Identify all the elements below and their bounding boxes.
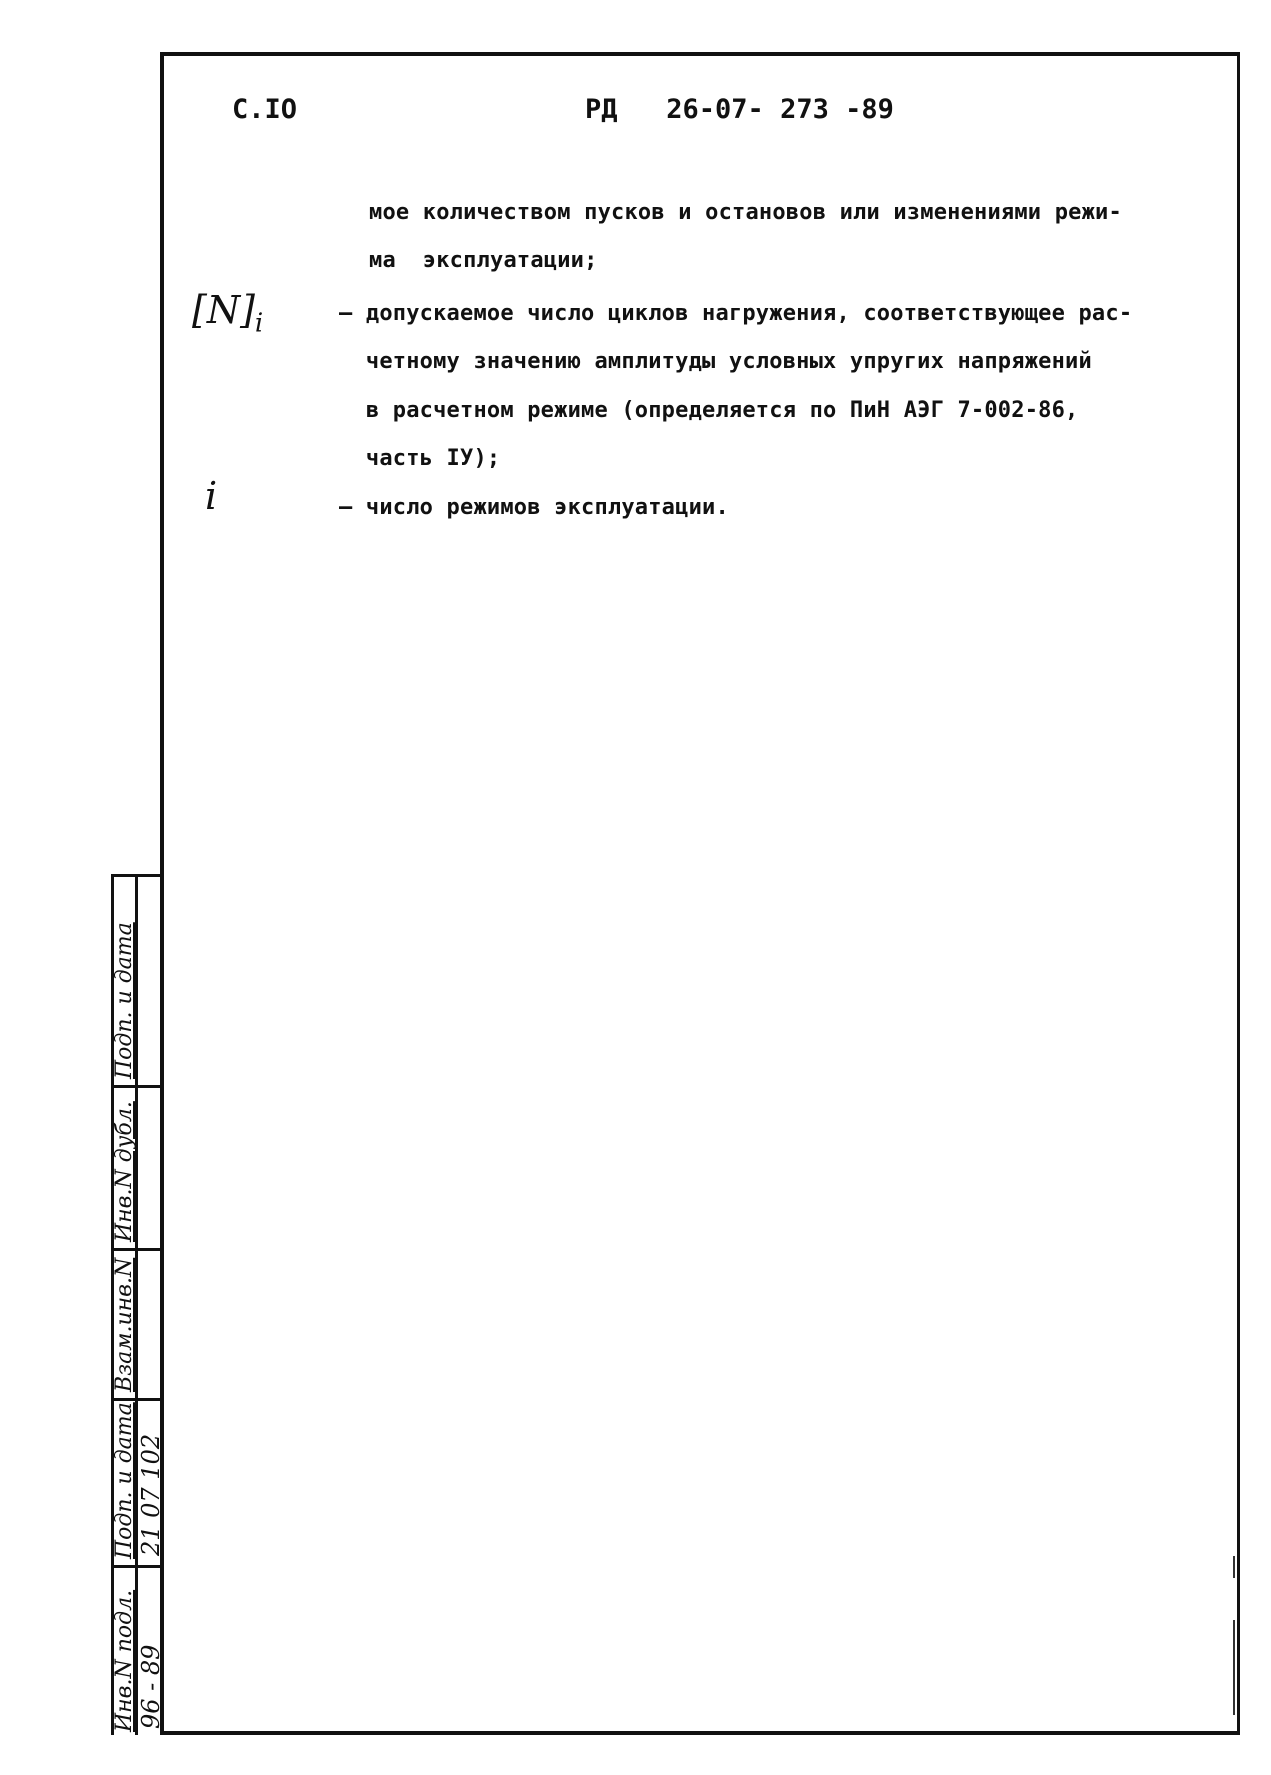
- definition-line: четному значению амплитуды условных упругих напряжений: [339, 349, 1092, 374]
- document-code: РД 26-07- 273 -89: [585, 94, 894, 125]
- definition-line: – допускаемое число циклов нагружения, соответствующее рас-: [339, 301, 1133, 326]
- stamp-cell-sign-date-original: Подп. и дата: [112, 1402, 137, 1559]
- margin-mark: [1233, 1620, 1235, 1715]
- margin-mark: [1233, 1556, 1235, 1578]
- text-line: ма эксплуатации;: [369, 248, 598, 273]
- handwritten-inventory-number: 96 - 89: [137, 1644, 165, 1729]
- symbol-i: i: [205, 474, 218, 518]
- symbol-N-i: $[N]_i$: [192, 288, 264, 339]
- stamp-cell-replace-inventory: Взам.инв.N: [112, 1257, 137, 1392]
- stamp-cell-dup-inventory: Инв.N дубл.: [112, 1101, 137, 1242]
- definition-line: часть IУ);: [339, 446, 501, 471]
- page-number: С.IO: [232, 94, 298, 125]
- text-line: мое количеством пусков и остановов или изменениями режи-: [369, 200, 1122, 225]
- stamp-cell-original-inventory: Инв.N подл.: [112, 1589, 137, 1732]
- definition-line: – число режимов эксплуатации.: [339, 495, 729, 520]
- stamp-cell-sign-date: Подп. и дата: [112, 922, 137, 1079]
- handwritten-date: 21 07 102: [137, 1433, 165, 1556]
- definition-line: в расчетном режиме (определяется по ПиН АЭГ 7-002-86,: [339, 398, 1079, 423]
- side-stamp: [111, 874, 164, 1735]
